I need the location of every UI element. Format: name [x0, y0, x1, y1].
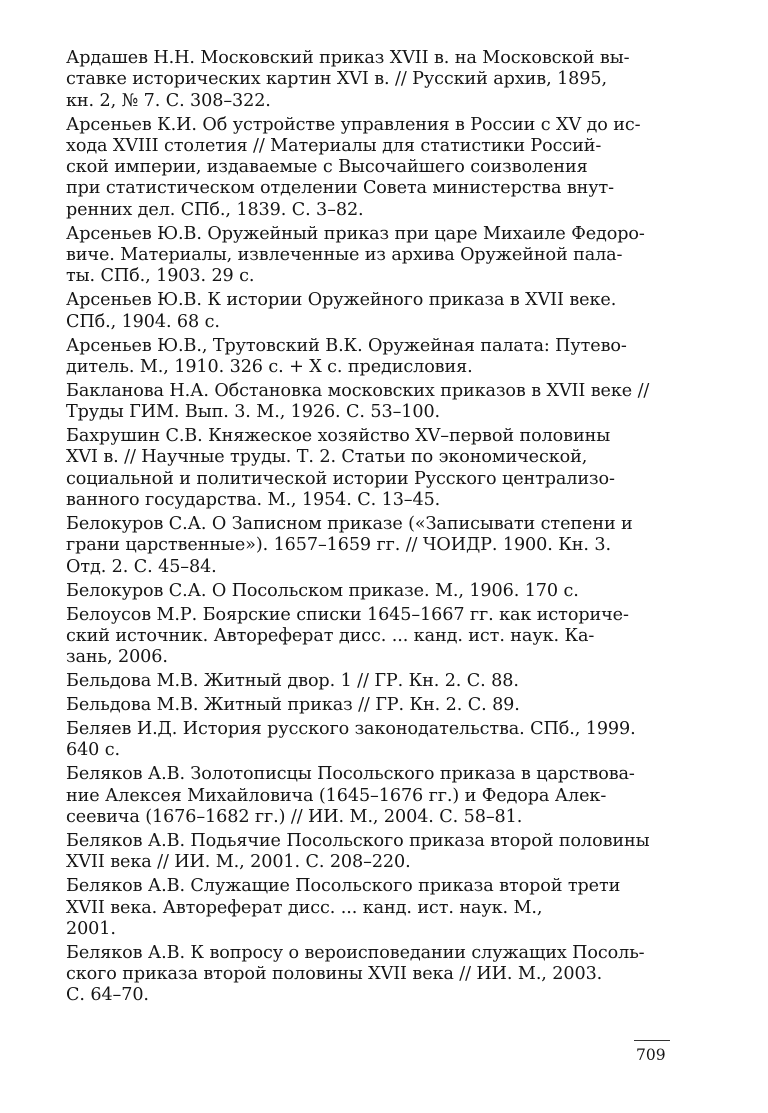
- entry-line: ский источник. Автореферат дисс. ... канд. ист. наук. Ка-: [66, 625, 595, 646]
- entry-line: ванного государства. М., 1954. С. 13–45.: [66, 490, 441, 511]
- entry-line: Бельдова М.В. Житный двор. 1 // ГР. Кн. 2. С. 88.: [66, 671, 519, 692]
- bibliography-entry: [66, 336, 674, 379]
- entry-line: XVII века // ИИ. М., 2001. С. 208–220.: [66, 852, 411, 873]
- entry-line: при статистическом отделении Совета министерства внут-: [66, 178, 614, 199]
- entry-line: Арсеньев Ю.В. Оружейный приказ при царе Михаиле Федоро-: [66, 223, 645, 244]
- bibliography-entry: [66, 581, 674, 602]
- entry-line: Белокуров С.А. О Посольском приказе. М., 1906. 170 с.: [66, 580, 579, 601]
- entry-line: Беляков А.В. Подьячие Посольского приказа второй половины: [66, 831, 650, 852]
- bibliography-entry: [66, 381, 674, 424]
- entry-line: ние Алексея Михайловича (1645–1676 гг.) и Федора Алек-: [66, 785, 607, 806]
- entry-line: сеевича (1676–1682 гг.) // ИИ. М., 2004. С. 58–81.: [66, 807, 523, 828]
- bibliography-entry: [66, 671, 674, 692]
- entry-line: зань, 2006.: [66, 647, 168, 668]
- bibliography-entry: [66, 224, 674, 288]
- entry-line: Бельдова М.В. Житный приказ // ГР. Кн. 2. С. 89.: [66, 695, 520, 716]
- entry-line: Труды ГИМ. Вып. 3. М., 1926. С. 53–100.: [66, 402, 441, 423]
- entry-line: Арсеньев Ю.В. К истории Оружейного приказа в XVII веке.: [66, 290, 617, 311]
- bibliography-list: [66, 48, 674, 1009]
- bibliography-entry: [66, 115, 674, 221]
- entry-line: ской империи, издаваемые с Высочайшего соизволения: [66, 157, 588, 178]
- entry-line: ренних дел. СПб., 1839. С. 3–82.: [66, 199, 364, 220]
- entry-line: дитель. М., 1910. 326 с. + X с. предисловия.: [66, 356, 473, 377]
- entry-line: Беляев И.Д. История русского законодательства. СПб., 1999.: [66, 719, 636, 740]
- entry-line: хода XVIII столетия // Материалы для статистики Россий-: [66, 135, 602, 156]
- bibliography-entry: [66, 831, 674, 874]
- entry-line: Ардашев Н.Н. Московский приказ XVII в. на Московской вы-: [66, 48, 630, 68]
- entry-line: Бахрушин С.В. Княжеское хозяйство XV–первой половины: [66, 426, 611, 447]
- entry-line: XVI в. // Научные труды. Т. 2. Статьи по экономической,: [66, 447, 588, 468]
- bibliography-entry: [66, 290, 674, 333]
- entry-line: социальной и политической истории Русского централизо-: [66, 468, 615, 489]
- entry-line: Бакланова Н.А. Обстановка московских приказов в XVII веке //: [66, 380, 650, 401]
- entry-line: ского приказа второй половины XVII века // ИИ. М., 2003.: [66, 964, 603, 985]
- bibliography-entry: [66, 48, 674, 112]
- bibliography-entry: [66, 695, 674, 716]
- bibliography-entry: [66, 764, 674, 828]
- entry-line: СПб., 1904. 68 с.: [66, 311, 220, 332]
- entry-line: ты. СПб., 1903. 29 с.: [66, 266, 255, 287]
- entry-line: Арсеньев К.И. Об устройстве управления в России с XV до ис-: [66, 114, 641, 135]
- entry-line: кн. 2, № 7. С. 308–322.: [66, 90, 271, 111]
- entry-line: грани царственные»). 1657–1659 гг. // ЧОИДР. 1900. Кн. 3.: [66, 535, 611, 556]
- entry-line: ставке исторических картин XVI в. // Русский архив, 1895,: [66, 69, 607, 90]
- entry-line: 2001.: [66, 918, 116, 939]
- entry-line: виче. Материалы, извлеченные из архива Оружейной пала-: [66, 245, 623, 266]
- entry-line: Арсеньев Ю.В., Трутовский В.К. Оружейная палата: Путево-: [66, 335, 627, 356]
- entry-line: Беляков А.В. Служащие Посольского приказа второй трети: [66, 876, 621, 897]
- bibliography-entry: [66, 943, 674, 1007]
- bibliography-entry: [66, 426, 674, 511]
- bibliography-entry: [66, 514, 674, 578]
- folio-rule: [634, 1040, 670, 1041]
- entry-line: Отд. 2. С. 45–84.: [66, 556, 217, 577]
- page-number: 709: [636, 1046, 666, 1064]
- entry-line: Белокуров С.А. О Записном приказе («Записывати степени и: [66, 514, 633, 535]
- bibliography-entry: [66, 876, 674, 940]
- bibliography-entry: [66, 605, 674, 669]
- entry-line: XVII века. Автореферат дисс. ... канд. ист. наук. М.,: [66, 897, 543, 918]
- entry-line: С. 64–70.: [66, 985, 149, 1006]
- entry-line: Беляков А.В. К вопросу о вероисповедании служащих Посоль-: [66, 942, 645, 963]
- bibliography-entry: [66, 719, 674, 762]
- entry-line: Белоусов М.Р. Боярские списки 1645–1667 гг. как историче-: [66, 604, 629, 625]
- entry-line: Беляков А.В. Золотописцы Посольского приказа в царствова-: [66, 764, 635, 785]
- entry-line: 640 с.: [66, 740, 121, 761]
